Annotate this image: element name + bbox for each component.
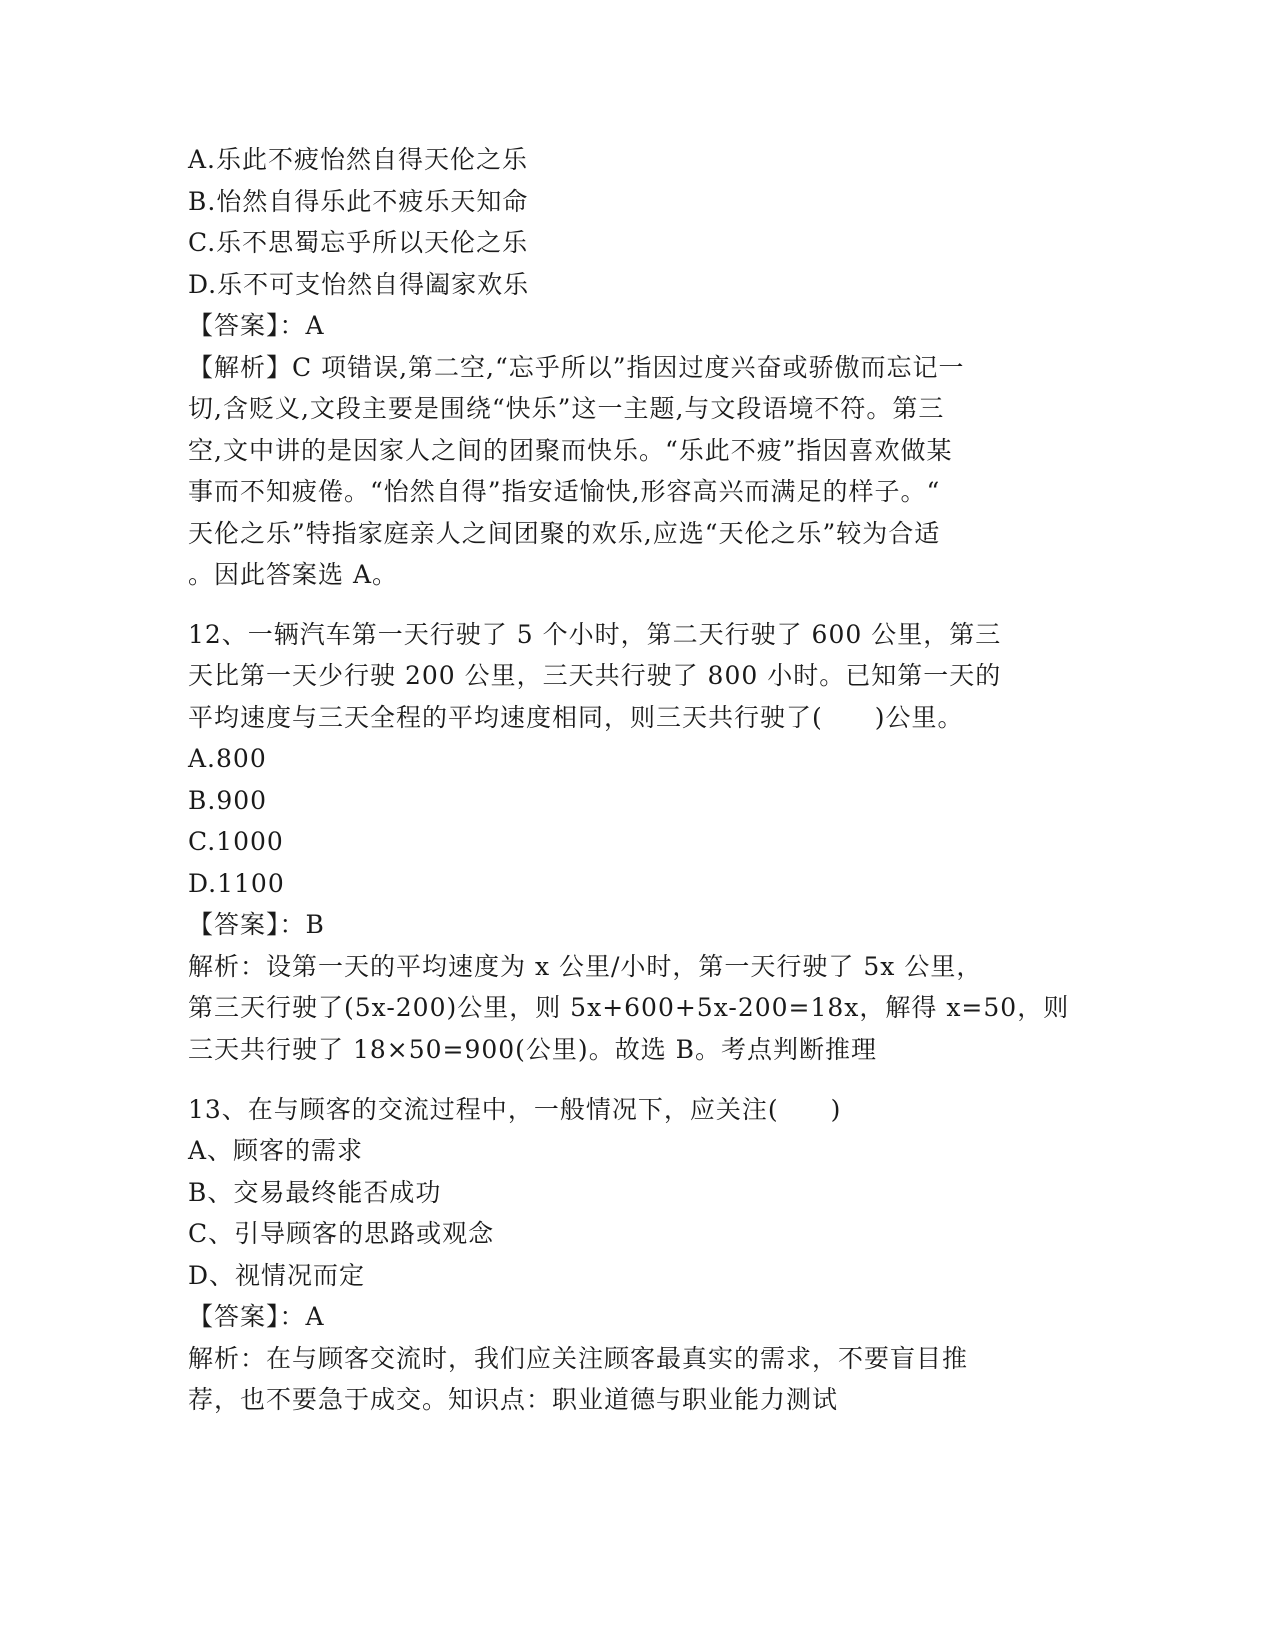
q13-question-line: 13、在与顾客的交流过程中，一般情况下，应关注( ) [188, 1095, 842, 1124]
q11-option-a: A.乐此不疲怡然自得天伦之乐 [188, 145, 529, 174]
q11-analysis-line: 空,文中讲的是因家人之间的团聚而快乐。“乐此不疲”指因喜欢做某 [188, 436, 953, 465]
q12-option-a: A.800 [188, 744, 267, 773]
q11-analysis-line: 天伦之乐”特指家庭亲人之间团聚的欢乐,应选“天伦之乐”较为合适 [188, 519, 941, 548]
q13-option-d: D、视情况而定 [188, 1261, 366, 1290]
q12-option-b: B.900 [188, 786, 268, 815]
q12-question-line: 平均速度与三天全程的平均速度相同，则三天共行驶了( )公里。 [188, 703, 964, 732]
q11-option-c: C.乐不思蜀忘乎所以天伦之乐 [188, 228, 529, 257]
q11-analysis-line: 切,含贬义,文段主要是围绕“快乐”这一主题,与文段语境不符。第三 [188, 394, 945, 423]
q12-analysis-line: 三天共行驶了 18×50=900(公里)。故选 B。考点判断推理 [188, 1035, 878, 1064]
q13-analysis-line: 荐，也不要急于成交。知识点：职业道德与职业能力测试 [188, 1385, 839, 1414]
q11-analysis-line: 【解析】C 项错误,第二空,“忘乎所以”指因过度兴奋或骄傲而忘记一 [188, 353, 965, 382]
q13-option-b: B、交易最终能否成功 [188, 1178, 442, 1207]
q12-analysis-line: 解析：设第一天的平均速度为 x 公里/小时，第一天行驶了 5x 公里， [188, 952, 983, 981]
q11-option-d: D.乐不可支怡然自得阖家欢乐 [188, 270, 530, 299]
q11-answer: 【答案】：A [188, 311, 325, 340]
q13-option-c: C、引导顾客的思路或观念 [188, 1219, 495, 1248]
q12-question-line: 天比第一天少行驶 200 公里，三天共行驶了 800 小时。已知第一天的 [188, 661, 1002, 690]
q12-analysis-line: 第三天行驶了(5x-200)公里，则 5x+600+5x-200=18x，解得 x=50，则 [188, 993, 1070, 1022]
q12-option-c: C.1000 [188, 827, 284, 856]
q11-option-b: B.怡然自得乐此不疲乐天知命 [188, 187, 529, 216]
q12-option-d: D.1100 [188, 869, 285, 898]
q12-answer: 【答案】：B [188, 910, 325, 939]
q12-question-line: 12、一辆汽车第一天行驶了 5 个小时，第二天行驶了 600 公里，第三 [188, 620, 1002, 649]
q11-analysis-line: 。因此答案选 A。 [188, 560, 399, 589]
q11-analysis-line: 事而不知疲倦。“怡然自得”指安适愉快,形容高兴而满足的样子。“ [188, 477, 941, 506]
q13-answer: 【答案】：A [188, 1302, 325, 1331]
q13-option-a: A、顾客的需求 [188, 1136, 364, 1165]
q13-analysis-line: 解析：在与顾客交流时，我们应关注顾客最真实的需求，不要盲目推 [188, 1344, 969, 1373]
